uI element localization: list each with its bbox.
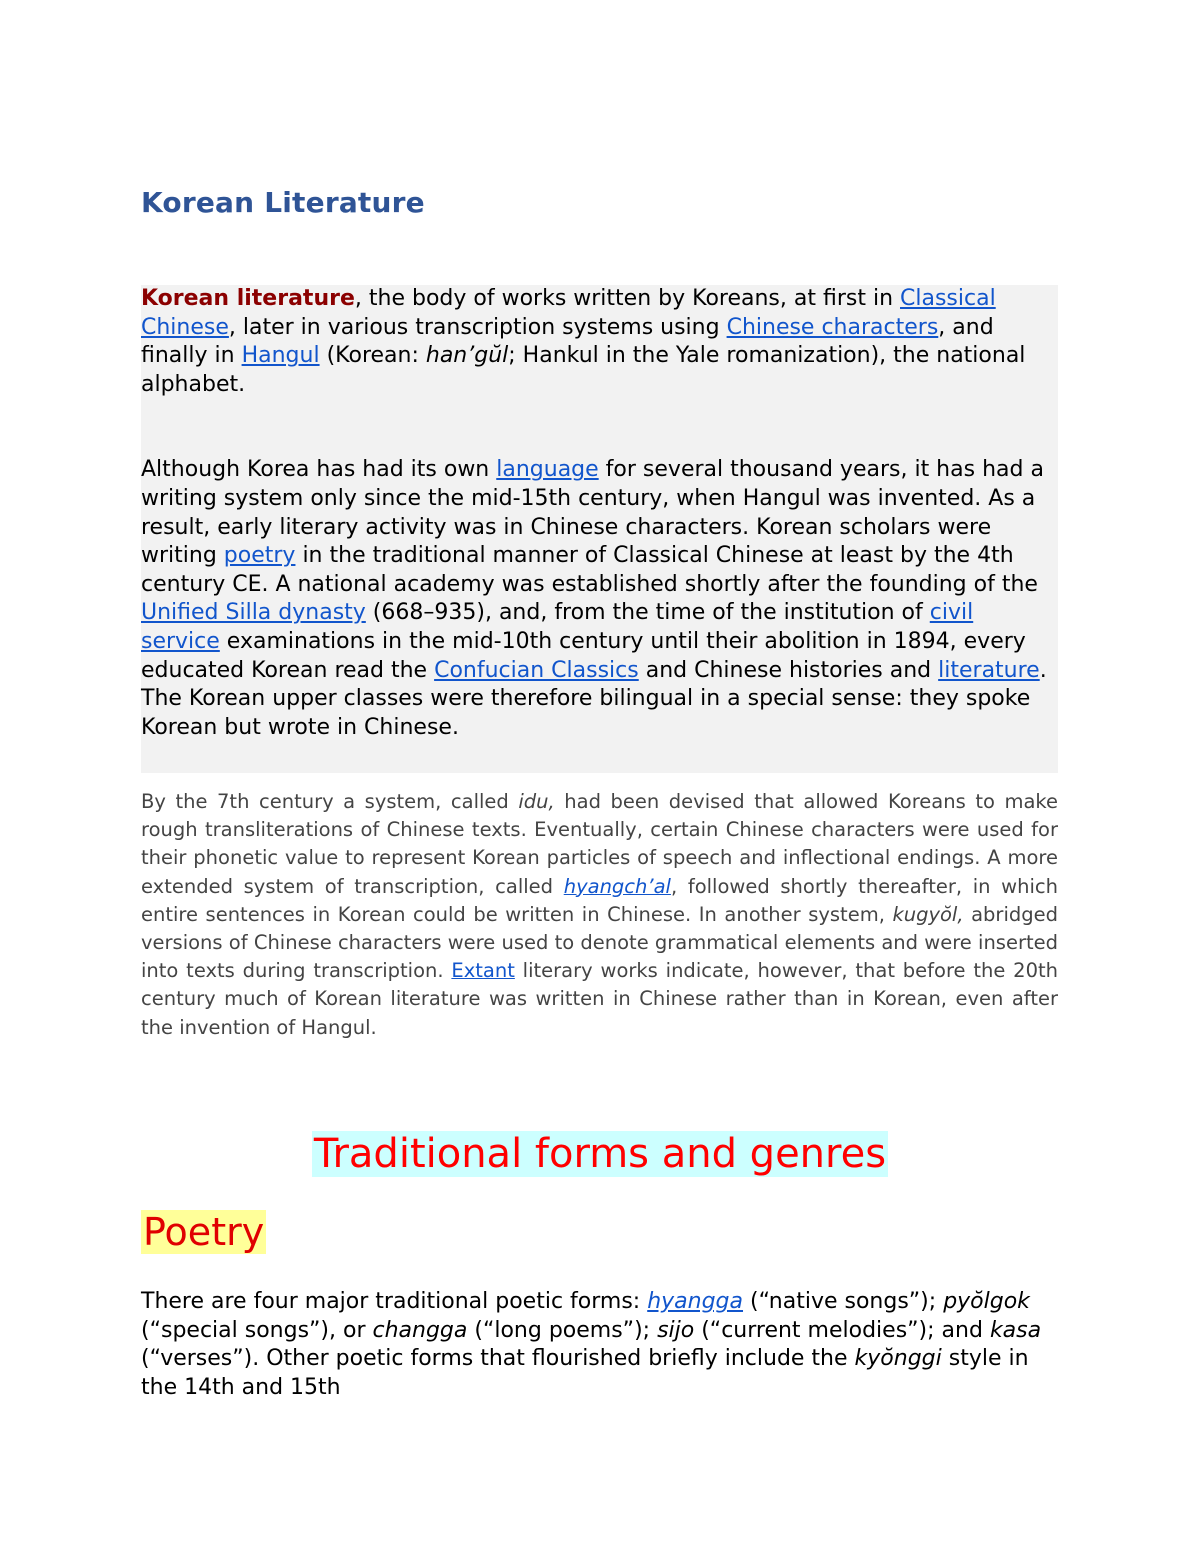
link-confucian-classics[interactable]: Confucian Classics	[434, 657, 639, 683]
changga-term: changga	[372, 1317, 468, 1343]
transcription-text: literary works indicate, however, that before the 20th century much of Korean literature was written in Chinese rather than in Korean, even after the invention of Hangul.	[141, 959, 1058, 1039]
sijo-term: sijo	[657, 1317, 695, 1343]
link-poetry[interactable]: poetry	[223, 543, 296, 569]
history-text: in the traditional manner of Classical Chinese at least by the 4th century CE. A national academy was established shortly after the founding of the	[141, 543, 1038, 597]
pyolgok-term: pyŏlgok	[943, 1289, 1030, 1314]
link-classical-chinese[interactable]: Classical Chinese	[141, 286, 996, 340]
intro-text: , the body of works written by Koreans, at first in	[354, 286, 901, 311]
link-hyangchal[interactable]: hyangch’al	[563, 874, 671, 898]
section-heading-text: Traditional forms and genres	[313, 1131, 887, 1177]
intro-text: (Korean:	[319, 343, 426, 369]
kugyol-term: kugyŏl,	[892, 902, 964, 926]
link-extant[interactable]: Extant	[451, 959, 515, 983]
transcription-text: had been devised that allowed Koreans to make rough transliterations of Chinese texts. Eventually, certain Chinese characters were used for their phonetic value to represent Korean particles of speech and inflectional endings. A more extended system of transcription, called	[141, 790, 1058, 898]
paragraph-gap	[141, 399, 1058, 456]
subheading	[141, 1208, 266, 1256]
intro-text: , later in various transcription systems using	[228, 314, 727, 340]
transcription-text: By the 7th century a system, called	[141, 790, 519, 813]
poetry-paragraph	[141, 1288, 1058, 1402]
idu-term: idu,	[518, 790, 555, 813]
shaded-text-block	[141, 285, 1058, 742]
intro-paragraph	[141, 285, 1058, 399]
history-text: (668–935), and, from the time of the institution of	[365, 600, 930, 626]
history-text: . The Korean upper classes were therefore bilingual in a special sense: they spoke Korean but wrote in Chinese.	[141, 657, 1047, 740]
romanization-term: han’gŭl	[425, 343, 509, 369]
link-literature[interactable]: literature	[938, 657, 1040, 683]
link-chinese-characters[interactable]: Chinese characters	[726, 314, 939, 340]
history-paragraph	[141, 456, 1058, 742]
transcription-text: abridged versions of Chinese characters were used to denote grammatical elements and were inserted into texts during transcription.	[141, 902, 1058, 983]
history-text: Although Korea has had its own	[141, 457, 497, 483]
poetry-text: (“current melodies”); and	[694, 1317, 990, 1343]
subheading-text: Poetry	[143, 1210, 265, 1254]
lead-term: Korean literature	[141, 286, 355, 311]
kyonggi-term: kyŏnggi	[854, 1346, 942, 1372]
poetry-text: (“long poems”);	[467, 1317, 658, 1343]
intro-text: ; Hankul in the Yale romanization), the national alphabet.	[141, 343, 1026, 397]
poetry-text: (“native songs”);	[743, 1289, 944, 1314]
poetry-text: There are four major traditional poetic forms:	[141, 1289, 648, 1314]
poetry-text: (“special songs”), or	[141, 1317, 373, 1343]
poetry-text: style in the 14th and 15th	[141, 1346, 1029, 1400]
link-unified-silla-dynasty[interactable]: Unified Silla dynasty	[141, 600, 366, 626]
link-hyangga[interactable]: hyangga	[647, 1289, 744, 1314]
document-title: Korean Literature	[141, 186, 425, 219]
history-text: examinations in the mid-10th century until their abolition in 1894, every educated Korean read the	[141, 628, 1026, 683]
history-text: for several thousand years, it has had a writing system only since the mid-15th century, when Hangul was invented. As a result, early literary activity was in Chinese characters. Korean scholars were writing	[141, 457, 1044, 569]
transcription-text: , followed shortly thereafter, in which entire sentences in Korean could be written in Chinese. In another system,	[141, 874, 1058, 926]
section-heading	[0, 1128, 1200, 1180]
history-text: and Chinese histories and	[638, 657, 939, 683]
link-hangul[interactable]: Hangul	[241, 343, 320, 369]
poetry-text: (“verses”). Other poetic forms that flourished briefly include the	[141, 1346, 855, 1372]
intro-text: , and finally in	[141, 314, 994, 369]
kasa-term: kasa	[989, 1317, 1042, 1343]
link-language[interactable]: language	[496, 457, 599, 483]
link-civil-service[interactable]: civil service	[141, 600, 974, 654]
transcription-paragraph	[141, 788, 1058, 1042]
